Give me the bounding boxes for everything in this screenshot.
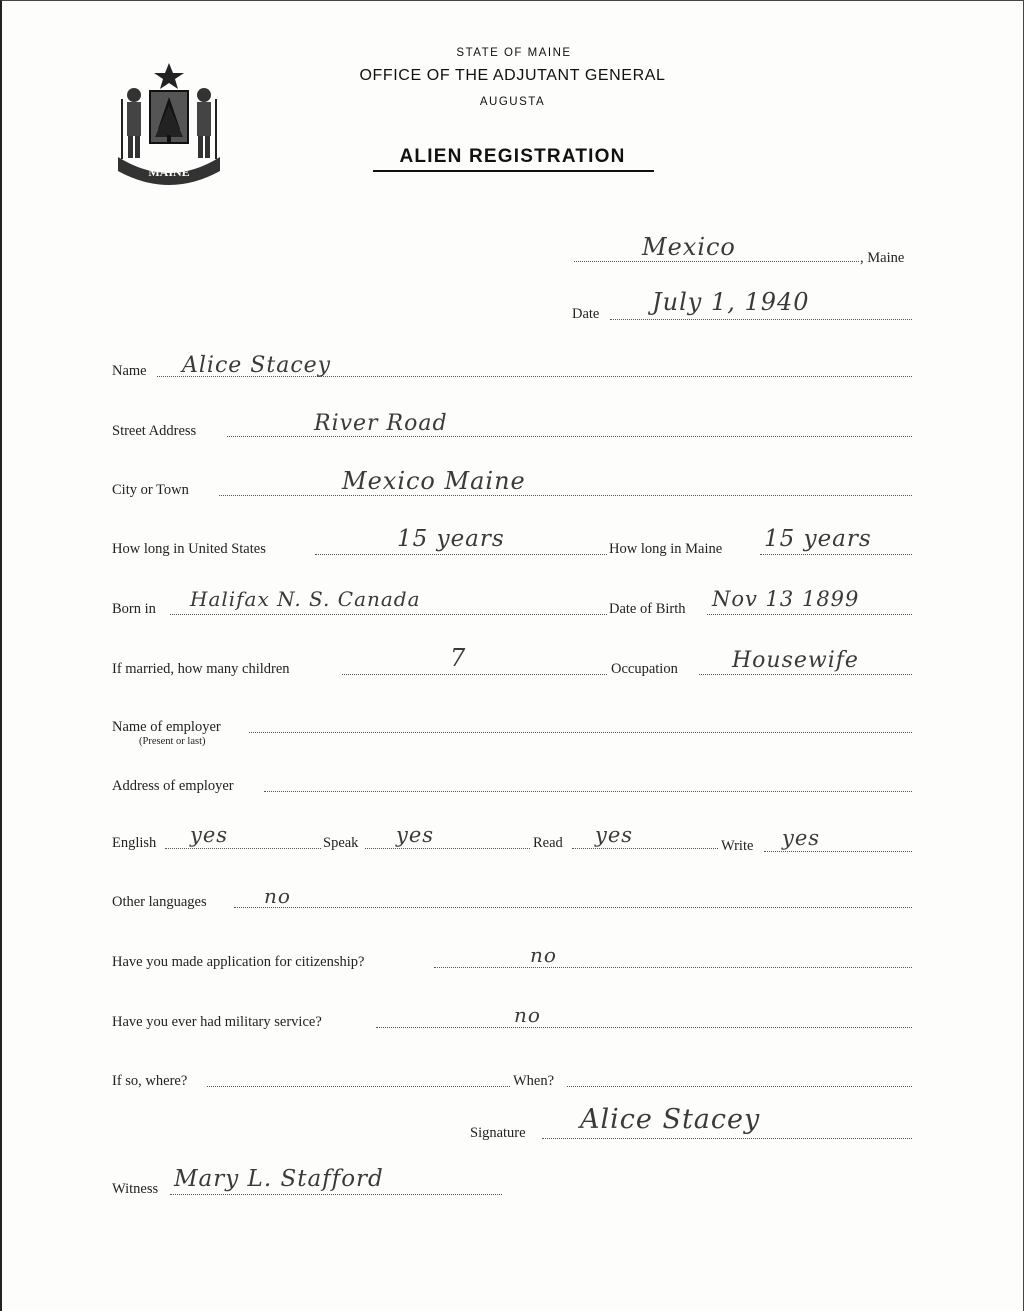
us-duration-line (315, 554, 607, 555)
title-underline (373, 170, 654, 172)
city-value[interactable]: Mexico Maine (342, 467, 526, 495)
military-line (376, 1027, 912, 1028)
employer-line (249, 732, 912, 733)
write-label: Write (721, 838, 754, 854)
other-languages-value[interactable]: no (264, 884, 291, 908)
maine-duration-label: How long in Maine (609, 541, 723, 557)
english-line (165, 848, 321, 849)
read-label: Read (533, 835, 563, 851)
name-label: Name (112, 363, 147, 379)
signature-value[interactable]: Alice Stacey (580, 1104, 761, 1135)
occupation-line (699, 674, 912, 675)
date-value[interactable]: July 1, 1940 (652, 288, 810, 316)
occupation-value[interactable]: Housewife (732, 648, 859, 673)
read-value[interactable]: yes (595, 823, 634, 847)
english-label: English (112, 835, 157, 851)
city-label: City or Town (112, 482, 189, 498)
birthplace-label: Born in (112, 601, 156, 617)
maine-duration-line (760, 554, 912, 555)
birthdate-line (707, 614, 912, 615)
military-value[interactable]: no (514, 1003, 541, 1027)
maine-duration-value[interactable]: 15 years (764, 526, 872, 552)
service-where-line (207, 1086, 510, 1087)
street-line (227, 436, 912, 437)
military-label: Have you ever had military service? (112, 1014, 322, 1030)
birthplace-line (170, 614, 607, 615)
town-value[interactable]: Mexico (642, 233, 736, 261)
children-line (342, 674, 607, 675)
occupation-label: Occupation (611, 661, 678, 677)
city-heading: AUGUSTA (479, 96, 546, 108)
street-value[interactable]: River Road (314, 411, 448, 436)
us-duration-label: How long in United States (112, 541, 266, 557)
write-line (764, 851, 912, 852)
office-heading: OFFICE OF THE ADJUTANT GENERAL (359, 67, 666, 84)
witness-line (170, 1194, 502, 1195)
citizenship-value[interactable]: no (530, 943, 557, 967)
us-duration-value[interactable]: 15 years (397, 526, 505, 552)
children-label: If married, how many children (112, 661, 290, 677)
employer-address-label: Address of employer (112, 778, 234, 794)
signature-line (542, 1138, 912, 1139)
english-value[interactable]: yes (190, 823, 229, 847)
other-languages-line (234, 907, 912, 908)
town-line (574, 261, 859, 262)
speak-line (365, 848, 530, 849)
form-title: ALIEN REGISTRATION (399, 146, 626, 167)
name-value[interactable]: Alice Stacey (182, 353, 332, 378)
birthplace-value[interactable]: Halifax N. S. Canada (190, 587, 421, 611)
employer-sublabel: (Present or last) (139, 736, 206, 747)
state-heading: STATE OF MAINE (456, 47, 572, 59)
signature-label: Signature (470, 1125, 526, 1141)
birthdate-value[interactable]: Nov 13 1899 (712, 587, 860, 611)
speak-label: Speak (323, 835, 359, 851)
date-line (610, 319, 912, 320)
read-line (572, 848, 718, 849)
witness-label: Witness (112, 1181, 159, 1197)
street-label: Street Address (112, 423, 197, 439)
service-where-label: If so, where? (112, 1073, 188, 1089)
employer-label: Name of employer (112, 719, 221, 735)
speak-value[interactable]: yes (396, 823, 435, 847)
service-when-line (567, 1086, 912, 1087)
witness-value[interactable]: Mary L. Stafford (174, 1166, 384, 1192)
city-line (219, 495, 912, 496)
birthdate-label: Date of Birth (609, 601, 686, 617)
citizenship-label: Have you made application for citizenship? (112, 954, 365, 970)
svg-text:MAINE: MAINE (148, 165, 190, 179)
service-when-label: When? (513, 1073, 555, 1089)
date-label: Date (572, 306, 600, 322)
children-value[interactable]: 7 (450, 644, 467, 672)
citizenship-line (434, 967, 912, 968)
other-languages-label: Other languages (112, 894, 207, 910)
employer-address-line (264, 791, 912, 792)
town-suffix-label: , Maine (860, 250, 905, 266)
write-value[interactable]: yes (782, 826, 821, 850)
